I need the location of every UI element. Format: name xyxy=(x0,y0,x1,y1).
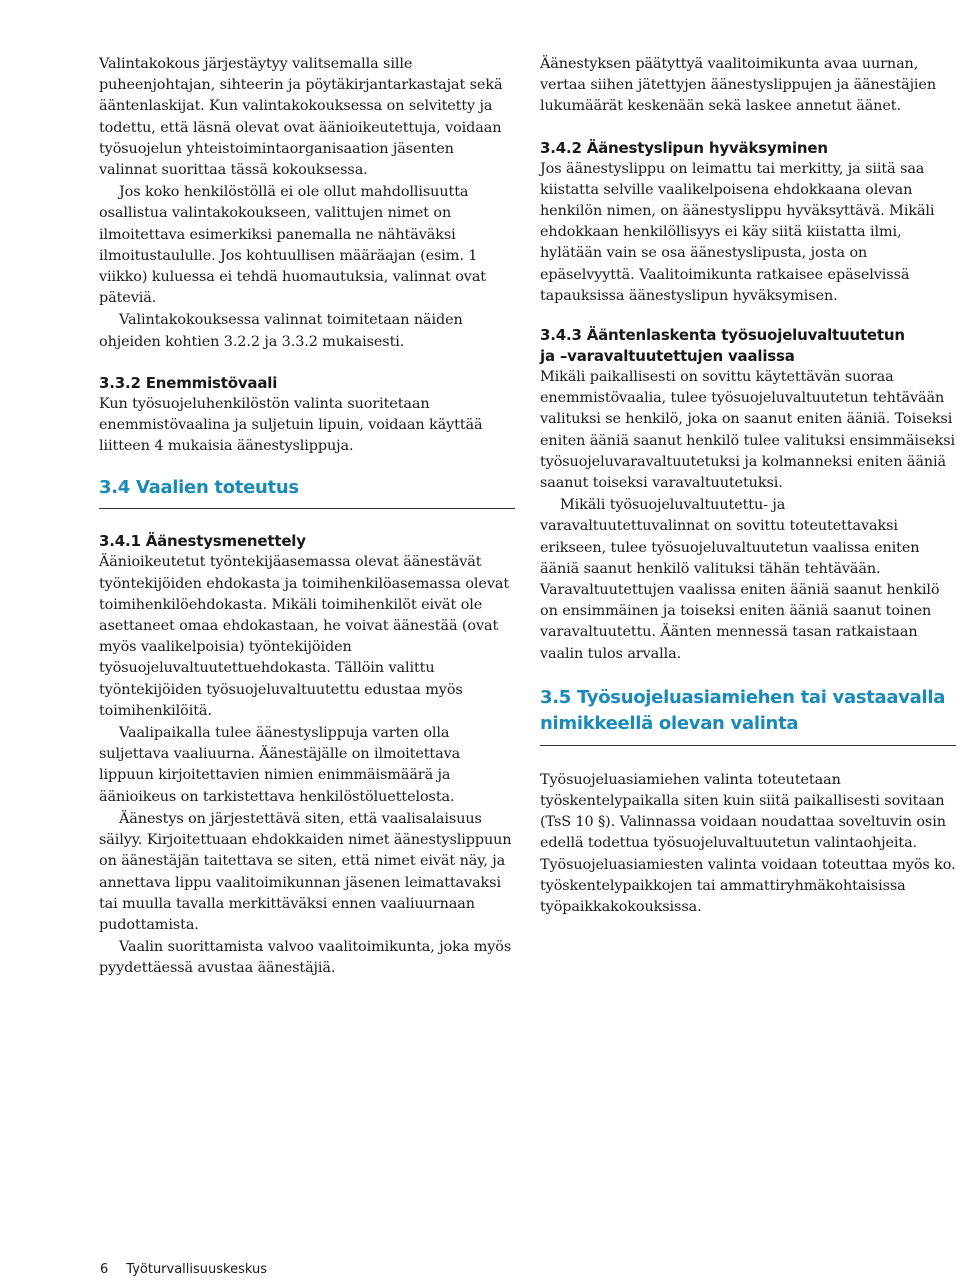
paragraph-enemmistovaali: Kun työsuojeluhenkilöstön valinta suoritetaan enemmistövaalina ja suljetuin lipuin, voidaan käyttää liitteen 4 mukaisia äänestyslippuja. xyxy=(99,395,483,455)
paragraph-suora-enemmistovaali: Mikäli paikallisesti on sovittu käytettävän suoraa enemmistövaalia, tulee työsuojeluvaltuutetun tehtävään valituksi se henkilö, joka on saanut eniten ääniä. Toiseksi eniten ääniä saanut henkilö tulee valituksi ensimmäiseksi työsuojeluvaravaltuutetuksi ja kolmanneksi eniten ääniä saanut toiseksi varavaltuutetuksi. xyxy=(540,369,956,492)
paragraph-ilmoitus: Jos koko henkilöstöllä ei ole ollut mahdollisuutta osallistua valintakokoukseen, valittujen nimet on ilmoitettava esimerkiksi panemalla ne nähtäväksi ilmoitustaululle. Jos kohtuullisen määräajan (esim. 1 viikko) kuluessa ei tehdä huomautuksia, valinnat ovat päteviä. xyxy=(99,184,486,307)
publisher-name: Työturvallisuuskeskus xyxy=(126,1262,268,1277)
heading-3-5-line1: 3.5 Työsuojeluasiamiehen tai vastaavalla xyxy=(540,686,946,708)
heading-3-4-1: 3.4.1 Äänestysmenettely xyxy=(99,532,306,551)
heading-3-4-3-line2: ja –varavaltuutettujen vaalissa xyxy=(540,347,795,366)
paragraph-tyosuojeluasiamies: Työsuojeluasiamiehen valinta toteutetaan työskentelypaikalla siten kuin siitä paikallisesti sovitaan (TsS 10 §). Valinnassa voidaan noudattaa soveltuvin osin edellä todettua työsuojeluvaltuutetun valintaohjeita. Työsuojeluasiamiesten valinta voidaan toteuttaa myös ko. työskentelypaikkojen tai ammattiryhmäkohtaisissa työpaikkakokouksissa. xyxy=(540,771,956,916)
left-column xyxy=(99,54,515,981)
paragraph-vaalisalaisuus: Äänestys on järjestettävä siten, että vaalisalaisuus säilyy. Kirjoitettuaan ehdokkaiden nimet äänestyslippuun on äänestäjän taitettava se siten, että nimet eivät näy, ja annettava lippu vaalitoimikunnan jäsenen leimattavaksi tai muulla tavalla merkittäväksi ennen vaaliuurnaan pudottamista. xyxy=(99,810,512,933)
heading-3-4-2: 3.4.2 Äänestyslipun hyväksyminen xyxy=(540,138,828,157)
heading-3-3-2: 3.3.2 Enemmistövaali xyxy=(99,373,278,392)
heading-3-5 xyxy=(540,685,956,737)
heading-3-5-line2: nimikkeellä olevan valinta xyxy=(540,712,799,734)
heading-3-4: 3.4 Vaalien toteutus xyxy=(99,477,299,499)
paragraph-aanioikeutetut: Äänioikeutetut työntekijäasemassa olevat äänestävät työntekijöiden ehdokasta ja toimihenkilöasemassa olevat toimihenkilöehdokasta. Mikäli toimihenkilöt eivät ole asettaneet omaa ehdokastaan, he voivat äänestää (ovat myös vaalikelpoisia) työntekijöiden työsuojeluvaltuutettuehdokasta. Tällöin valittu työntekijöiden työsuojeluvaltuutettu edustaa myös toimihenkilöitä. xyxy=(99,554,510,719)
paragraph-aanestyksen-paatyttya: Äänestyksen päätyttyä vaalitoimikunta avaa uurnan, vertaa siihen jätettyjen äänestyslippujen ja äänestäjien lukumäärät keskenään sekä laskee annetut äänet. xyxy=(540,56,937,115)
paragraph-vaalipaikka: Vaalipaikalla tulee äänestyslippuja varten olla suljettava vaaliuurna. Äänestäjälle on ilmoitettava lippuun kirjoitettavien nimien enimmäismäärä ja äänioikeus on tarkistettava henkilöstöluettelosta. xyxy=(99,725,461,805)
page-number: 6 xyxy=(100,1262,109,1277)
paragraph-valintakokous: Valintakokous järjestäytyy valitsemalla sille puheenjohtajan, sihteerin ja pöytäkirjantarkastajat sekä ääntenlaskijat. Kun valintakokouksessa on selvitetty ja todettu, että läsnä olevat ovat äänioikeutettuja, voidaan työsuojelun yhteistoimintaorganisaation jäsenten valinnat suorittaa tässä kokouksessa. xyxy=(99,56,503,179)
paragraph-valinnat: Valintakokouksessa valinnat toimitetaan näiden ohjeiden kohtien 3.2.2 ja 3.3.2 mukaisesti. xyxy=(99,312,463,350)
heading-3-4-3-line1: 3.4.3 Ääntenlaskenta työsuojeluvaltuutetun xyxy=(540,326,905,345)
paragraph-valvonta: Vaalin suorittamista valvoo vaalitoimikunta, joka myös pyydettäessä avustaa äänestäjiä. xyxy=(99,939,512,977)
section-divider xyxy=(99,508,515,509)
right-column xyxy=(540,54,956,919)
section-divider xyxy=(540,745,956,746)
paragraph-erikseen: Mikäli työsuojeluvaltuutettu- ja varavaltuutettuvalinnat on sovittu toteutettavaksi erikseen, tulee työsuojeluvaltuutetun vaalissa eniten ääniä saanut henkilö valituksi tähän tehtävään. Varavaltuutettujen vaalissa eniten ääniä saanut henkilö on ensimmäinen ja toiseksi eniten ääniä saanut toinen varavaltuutettu. Äänten mennessä tasan ratkaistaan vaalin tulos arvalla. xyxy=(540,497,940,662)
heading-3-4-3 xyxy=(540,325,956,367)
page-footer xyxy=(100,1262,267,1277)
paragraph-aanestyslippu: Jos äänestyslippu on leimattu tai merkitty, ja siitä saa kiistatta selville vaalikelpoisena ehdokkaana olevan henkilön nimen, on äänestyslippu hyväksyttävä. Mikäli ehdokkaan henkilöllisyys ei käy siitä kiistatta ilmi, hylätään vain se osa äänestyslipusta, josta on epäselvyyttä. Vaalitoimikunta ratkaisee epäselvissä tapauksissa äänestyslipun hyväksymisen. xyxy=(540,160,935,304)
